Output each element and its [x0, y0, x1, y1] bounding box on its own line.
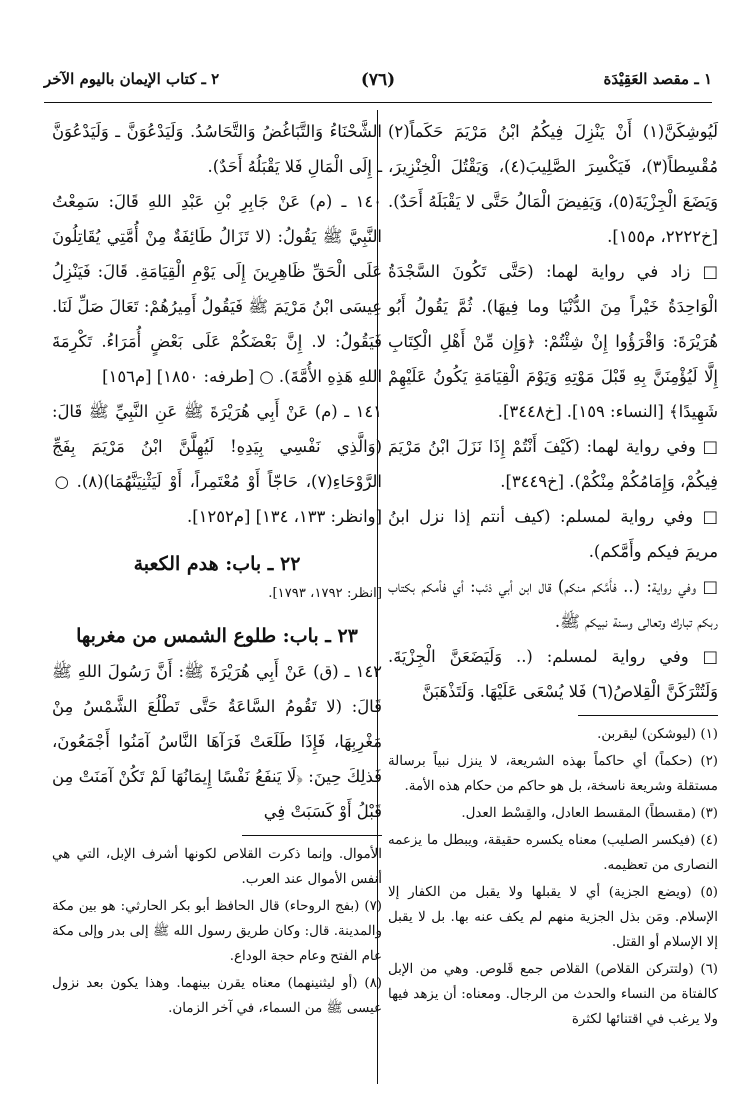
- left-column: [52, 114, 382, 1023]
- narration-variant: □ وفي رواية: (.. فأَمَّكم منكم) قال ابن أبي ذئب: أي فأمكم بكتاب ربكم تبارك وتعالى وسنة نبيكم ﷺ.: [388, 577, 718, 631]
- chapter-reference: [انظر: ١٧٩٢، ١٧٩٣].: [268, 586, 382, 601]
- narration-variant: □ زاد في رواية لهما: (حَتَّى تَكُونَ السَّجْدَةُ الْوَاحِدَةُ خَيْراً مِنَ الدُّنْيَا وما فِيهَا). ثُمَّ يَقُولُ أَبُو هُرَيْرَةَ: وَاقْرَؤُوا إِنْ شِئْتُمْ: ﴿وَإِن مِّنْ أَهْلِ الْكِتَابِ إِلَّا لَيُؤْمِنَنَّ بِهِ قَبْلَ مَوْتِهِ وَيَوْمَ الْقِيَامَةِ يَكُونُ عَلَيْهِمْ شَهِيدًا﴾ [النساء: ١٥٩]. [خ٣٤٤٨].: [388, 262, 718, 421]
- hadith-text: لَيُوشِكَنَّ(١) أَنْ يَنْزِلَ فِيكُمُ ابْنُ مَرْيَمَ حَكَماً(٢) مُقْسِطاً(٣)، فَيَكْسِرَ الصَّلِيبَ(٤)، وَيَقْتُلَ الْخِنْزِيرَ، وَيَضَعَ الْجِزْيَةَ(٥)، وَيَفِيضَ الْمَالُ حَتَّى لا يَقْبَلَهُ أَحَدٌ). [خ٢٢٢٢، م١٥٥].: [388, 122, 718, 246]
- running-head-left: ٢ ـ كتاب الإيمان باليوم الآخر: [44, 70, 220, 88]
- page-number: (٧٦): [360, 70, 396, 90]
- hadith-142: ١٤٢ ـ (ق) عَنْ أَبِي هُرَيْرَةَ ﷺ: أَنَّ رَسُولَ اللهِ ﷺ قَالَ: (لا تَقُومُ السَّاعَةُ حَتَّى تَطْلُعَ الشَّمْسُ مِنْ مَغْرِبِهَا، فَإِذَا طَلَعَتْ فَرَآهَا النَّاسُ آمَنُوا أَجْمَعُونَ، فَذلِكَ حِينَ: ﴿لَا يَنفَعُ نَفْسًا إِيمَانُهَا لَمْ تَكُنْ آمَنَتْ مِن قَبْلُ أَوْ كَسَبَتْ فِي: [52, 662, 382, 821]
- chapter-heading-23: ٢٣ ـ باب: طلوع الشمس من مغربها: [76, 625, 358, 647]
- hadith-141: ١٤١ ـ (م) عَنْ أَبِي هُرَيْرَةَ ﷺ عَنِ النَّبِيِّ ﷺ قَالَ: (وَالَّذِي نَفْسِي بِيَدِهِ! لَيُهِلَّنَّ ابْنُ مَرْيَمَ بِفَجِّ الرَّوْحَاءِ(٧)، حَاجّاً أَوْ مُعْتَمِراً، أَوْ لَيَثْنِيَنَّهُمَا)(٨). ○ [وانظر: ١٣٣، ١٣٤] [م١٢٥٢].: [52, 402, 382, 526]
- footnote: (٨) (أو ليثنينهما) معناه يقرن بينهما. وهذا يكون بعد نزول عيسى ﷺ من السماء، في آخر الزمان.: [52, 976, 382, 1016]
- footnote-continuation: الأموال. وإنما ذكرت القلاص لكونها أشرف الإبل، التي هي أنفس الأموال عند العرب.: [52, 847, 382, 887]
- narration-variant: □ وفي رواية لمسلم: (.. وَلَيَضَعَنَّ الْجِزْيَةَ. وَلَتُتْرَكَنَّ الْقِلاصُ(٦) فَلا يُسْعَى عَلَيْهَا. وَلَتَذْهَبَنَّ: [388, 647, 718, 701]
- chapter-heading-22: ٢٢ ـ باب: هدم الكعبة: [133, 553, 301, 575]
- footnote-separator: [242, 835, 382, 836]
- footnote: (٣) (مقسطاً) المقسط العادل، والقِسْط العدل.: [461, 806, 718, 821]
- footnote: (٥) (ويضع الجزية) أي لا يقبلها ولا يقبل من الكفار إلا الإسلام. ومَن بذل الجزية منهم لم يكف عنه بها. بل لا يقبل إلا الإسلام أو القتل.: [388, 885, 718, 950]
- spacer: [52, 606, 382, 618]
- page-header: [44, 62, 712, 103]
- hadith-140: ١٤٠ ـ (م) عَنْ جَابِرِ بْنِ عَبْدِ اللهِ قَالَ: سَمِعْتُ النَّبِيَّ ﷺ يَقُولُ: (لا تَزَالُ طَائِفَةٌ مِنْ أُمَّتِي يُقَاتِلُونَ عَلَى الْحَقِّ ظَاهِرِينَ إِلَى يَوْمِ الْقِيَامَةِ. قَالَ: فَيَنْزِلُ عِيسَى ابْنُ مَرْيَمَ ﷺ فَيَقُولُ أَمِيرُهُمْ: تَعَالَ صَلِّ لَنَا. فَيَقُولُ: لا. إِنَّ بَعْضَكُمْ عَلَى بَعْضٍ أُمَرَاءُ. تَكْرِمَةَ اللهِ هَذِهِ الأُمَّةَ). ○ [طرفه: ١٨٥٠] [م١٥٦]: [52, 192, 382, 386]
- hadith-continuation: الشَّحْنَاءُ وَالتَّبَاغُضُ وَالتَّحَاسُدُ. وَلَيَدْعُوَنَّ ـ وَلَيَدْعُوَنَّ ـ إِلَى الْمَالِ فَلا يَقْبَلُهُ أَحَدٌ).: [52, 122, 382, 176]
- narration-variant: □ وفي رواية لمسلم: (كيف أنتم إذا نزل ابنُ مريمَ فيكم وأَمَّكم).: [388, 507, 718, 561]
- narration-variant: □ وفي رواية لهما: (كَيْفَ أَنْتُمْ إِذَا نَزَلَ ابْنُ مَرْيَمَ فِيكُمْ، وَإِمَامُكُمْ مِنْكُمْ). [خ٣٤٤٩].: [388, 437, 718, 491]
- footnote: (٧) (بفج الروحاء) قال الحافظ أبو بكر الحارثي: هو بين مكة والمدينة. قال: وكان طريق رسول الله ﷺ إلى بدر وإلى مكة عام الفتح وعام حجة الوداع.: [52, 899, 382, 964]
- running-head-right: ١ ـ مقصد العَقِيْدَة: [603, 70, 712, 88]
- footnote: (٦) (ولتتركن القلاص) القلاص جمع قَلوص. وهي من الإبل كالفتاة من النساء والحدث من الرجال. ومعناه: أن يزهد فيها ولا يرغب في اقتنائها لكثرة: [388, 962, 718, 1027]
- footnote-separator: [578, 715, 718, 716]
- footnote: (٢) (حكماً) أي حاكماً بهذه الشريعة، لا ينزل نبياً برسالة مستقلة وشريعة ناسخة، بل هو حاكم من حكام هذه الأمة.: [388, 754, 718, 794]
- footnote: (١) (ليوشكن) ليقربن.: [597, 727, 718, 742]
- footnote: (٤) (فيكسر الصليب) معناه يكسره حقيقة، ويبطل ما يزعمه النصارى من تعظيمه.: [388, 833, 718, 873]
- spacer: [52, 534, 382, 546]
- right-column: [388, 114, 718, 1034]
